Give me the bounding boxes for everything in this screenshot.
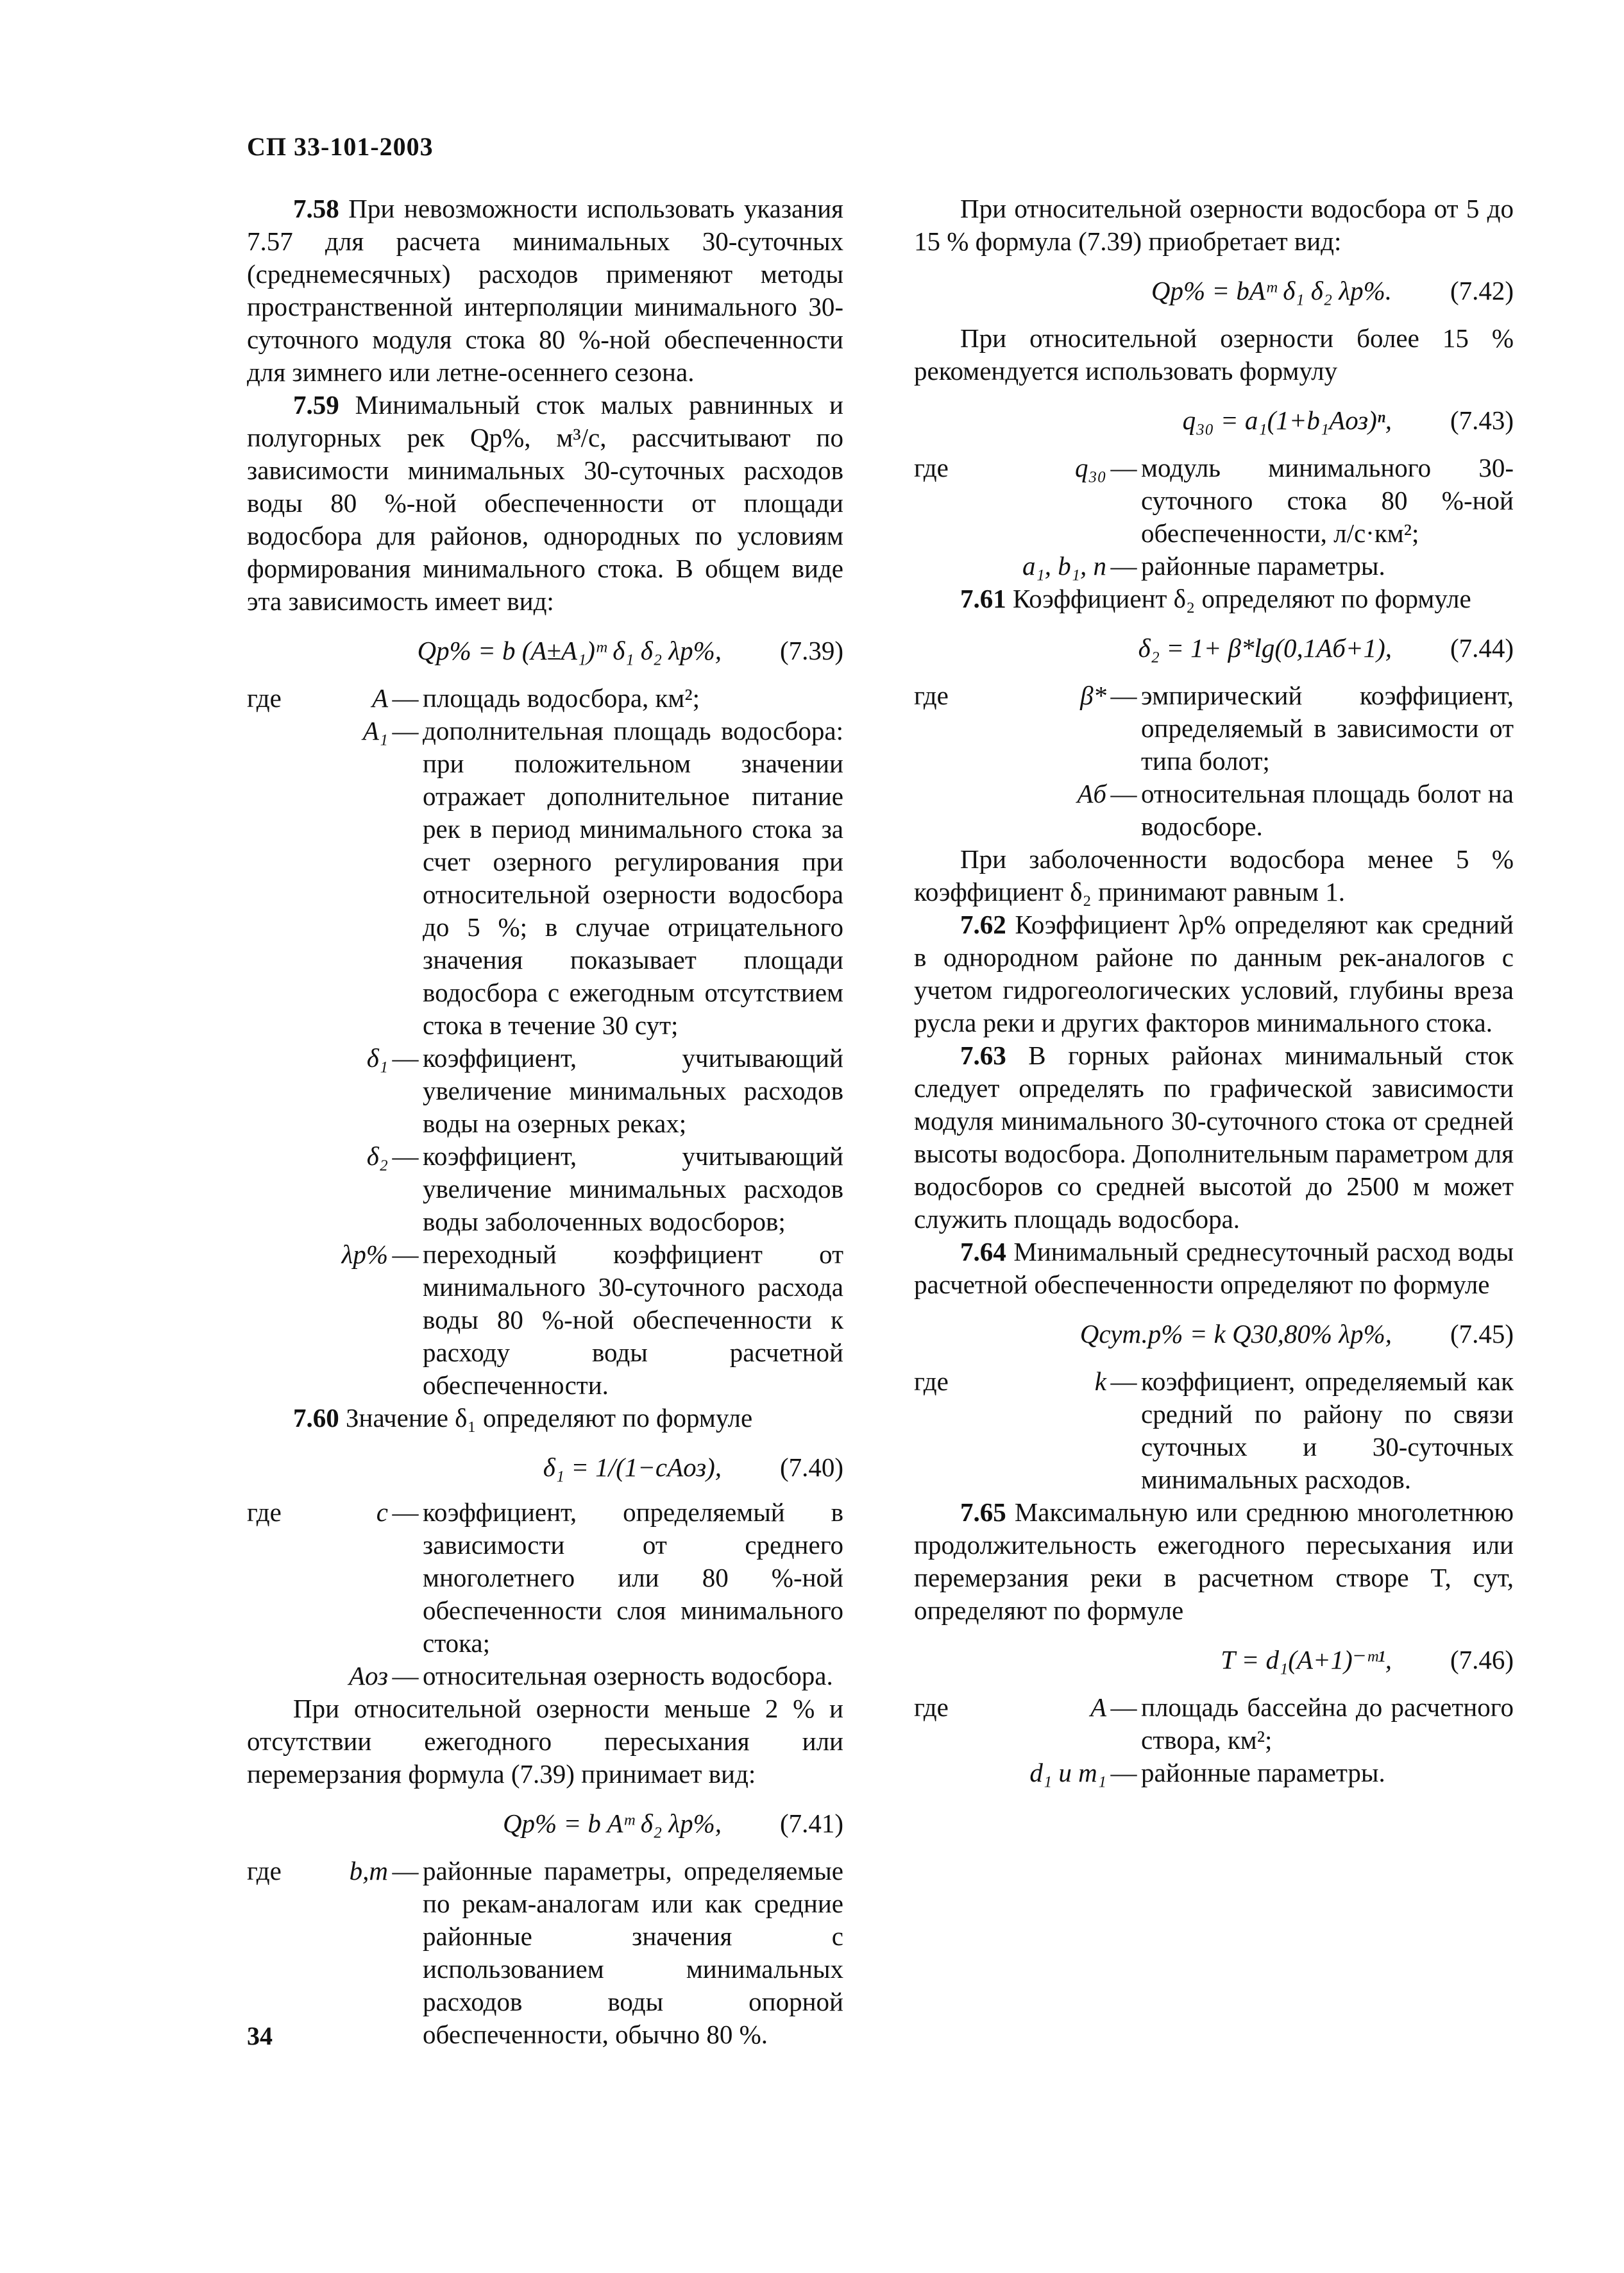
clause-text: Максимальную или среднюю многолетнюю продолжительность ежегодного пересыхания или перемерзания реки в расчетном створе T, сут, определяют по формуле — [914, 1497, 1514, 1625]
right-column — [914, 192, 1514, 1789]
symbol: A — [1090, 1692, 1106, 1722]
symbol: a₁, b₁, n — [1022, 551, 1106, 581]
page-number: 34 — [247, 2022, 273, 2050]
where-label: где — [914, 681, 949, 710]
formula-7-45 — [914, 1301, 1514, 1365]
formula-expression: T = d₁(A+1)⁻ᵐ¹, — [1221, 1645, 1392, 1674]
paragraph-7-63 — [914, 1039, 1514, 1236]
clause-number: 7.64 — [960, 1237, 1006, 1266]
definition-k: где k — коэффициент, определяемый как средний по району по связи суточных и 30-суточных минимальных расходов. — [914, 1365, 1514, 1496]
paragraph-7-64 — [914, 1236, 1514, 1301]
definition-a1-b1-n: a₁, b₁, n — районные параметры. — [914, 550, 1514, 583]
definition-q30: где q₃₀ — модуль минимального 30-суточного стока 80 %-ной обеспеченности, л/с·км²; — [914, 452, 1514, 550]
symbol: q₃₀ — [1074, 453, 1106, 482]
definition-A-basin: где A — площадь бассейна до расчетного створа, км²; — [914, 1691, 1514, 1757]
formula-expression: δ₂ = 1+ β*lg(0,1Aб+1), — [1138, 633, 1392, 663]
formula-7-39 — [247, 618, 843, 682]
definition-text: площадь водосбора, км²; — [423, 683, 700, 713]
definition-text: переходный коэффициент от минимального 30-суточного расхода воды 80 %-ной обеспеченности к расходу воды расчетной обеспеченности. — [423, 1239, 843, 1400]
symbol: Aоз — [349, 1661, 388, 1690]
symbol: c — [376, 1497, 388, 1527]
formula-7-42 — [914, 258, 1514, 322]
paragraph-7-60 — [247, 1402, 843, 1434]
running-header: СП 33-101-2003 — [247, 132, 434, 161]
formula-expression: Qсут.p% = k Q30,80% λp%, — [1079, 1319, 1392, 1349]
formula-7-41 — [247, 1791, 843, 1855]
where-label: где — [247, 1497, 282, 1527]
clause-number: 7.59 — [293, 390, 339, 420]
paragraph-swamp: При заболоченности водосбора менее 5 % коэффициент δ₂ принимают равным 1. — [914, 844, 1514, 907]
clause-text: В горных районах минимальный сток следует определять по графической зависимости модуля минимального 30-суточного стока от средней высоты водосбора. Дополнительным параметром для водосборов со средней высотой до 2500 м может служить площадь водосбора. — [914, 1041, 1514, 1234]
definition-A: где A — площадь водосбора, км²; — [247, 682, 843, 715]
formula-number: (7.42) — [1450, 276, 1514, 305]
definition-text: относительная озерность водосбора. — [423, 1661, 833, 1690]
formula-number: (7.41) — [779, 1809, 843, 1838]
definition-text: коэффициент, определяемый в зависимости от среднего многолетнего или 80 %-ной обеспеченности слоя минимального стока; — [423, 1497, 843, 1658]
definition-text: дополнительная площадь водосбора: при положительном значении отражает дополнительное питание рек в период минимального стока за счет озерного регулирования при относительной озерности водосбора до 5 %; в случае отрицательного значения показывает площади водосбора с ежегодным отсутствием стока в течение 30 сут; — [423, 716, 843, 1040]
paragraph-lake-5-15: При относительной озерности водосбора от 5 до 15 % формула (7.39) приобретает вид: — [914, 194, 1514, 256]
symbol: k — [1094, 1366, 1106, 1396]
formula-number: (7.45) — [1450, 1319, 1514, 1349]
clause-text: Коэффициент λp% определяют как средний в однородном районе по данным рек-аналогов с учетом гидрогеологических условий, глубины вреза русла реки и других факторов минимального стока. — [914, 910, 1514, 1037]
clause-text: Значение δ₁ определяют по формуле — [339, 1403, 753, 1433]
clause-number: 7.58 — [293, 194, 339, 223]
where-label: где — [247, 683, 282, 713]
where-label: где — [247, 1856, 282, 1886]
formula-expression: Qp% = b (A±A₁)ᵐ δ₁ δ₂ λp%, — [417, 636, 722, 665]
formula-expression: Qp% = b Aᵐ δ₂ λp%, — [502, 1809, 722, 1838]
symbol: λp% — [341, 1239, 388, 1269]
definition-text: площадь бассейна до расчетного створа, км²; — [1141, 1692, 1514, 1755]
symbol: d₁ и m₁ — [1029, 1758, 1106, 1787]
left-column — [247, 192, 843, 2051]
clause-text: Минимальный среднесуточный расход воды расчетной обеспеченности определяют по формуле — [914, 1237, 1514, 1299]
formula-number: (7.40) — [779, 1452, 843, 1482]
definition-text: районные параметры. — [1141, 1758, 1385, 1787]
formula-number: (7.39) — [779, 636, 843, 665]
symbol: b,m — [349, 1856, 388, 1886]
clause-text: Коэффициент δ₂ определяют по формуле — [1006, 584, 1471, 613]
definition-text: относительная площадь болот на водосборе. — [1141, 779, 1514, 841]
where-label: где — [914, 1366, 949, 1396]
paragraph-7-65 — [914, 1496, 1514, 1627]
formula-number: (7.46) — [1450, 1645, 1514, 1674]
formula-expression: Qp% = bAᵐ δ₁ δ₂ λp%. — [1151, 276, 1392, 305]
formula-7-46 — [914, 1627, 1514, 1691]
paragraph-lake-less-2: При относительной озерности меньше 2 % и отсутствии ежегодного пересыхания или перемерзания формула (7.39) принимает вид: — [247, 1694, 843, 1789]
paragraph-7-61 — [914, 583, 1514, 615]
where-label: где — [914, 1692, 949, 1722]
formula-number: (7.44) — [1450, 633, 1514, 663]
definition-A1: A₁ — дополнительная площадь водосбора: при положительном значении отражает дополнительное питание рек в период минимального стока за счет озерного регулирования при относительной озерности водосбора до 5 %; в случае отрицательного значения показывает площади водосбора с ежегодным отсутствием стока в течение 30 сут; — [247, 715, 843, 1042]
formula-7-43 — [914, 387, 1514, 452]
symbol: δ₁ — [366, 1043, 388, 1073]
definition-b-m: где b,m — районные параметры, определяемые по рекам-аналогам или как средние районные значения с использованием минимальных расходов воды опорной обеспеченности, обычно 80 %. — [247, 1855, 843, 2051]
formula-7-44 — [914, 615, 1514, 679]
paragraph-7-58 — [247, 192, 843, 389]
paragraph-7-62 — [914, 908, 1514, 1039]
definition-c: где c — коэффициент, определяемый в зависимости от среднего многолетнего или 80 %-ной обеспеченности слоя минимального стока; — [247, 1496, 843, 1660]
clause-text: Минимальный сток малых равнинных и полугорных рек Qp%, м³/с, рассчитывают по зависимости минимальных 30-суточных расходов воды 80 %-ной обеспеченности от площади водосбора для районов, однородных по условиям формирования минимального стока. В общем виде эта зависимость имеет вид: — [247, 390, 843, 616]
definition-text: районные параметры. — [1141, 551, 1385, 581]
definition-text: районные параметры, определяемые по рекам-аналогам или как средние районные значения с использованием минимальных расходов воды опорной обеспеченности, обычно 80 %. — [423, 1856, 843, 2049]
definition-d1-m1: d₁ и m₁ — районные параметры. — [914, 1757, 1514, 1789]
paragraph-7-59 — [247, 389, 843, 618]
symbol: Aб — [1077, 779, 1106, 808]
where-label: где — [914, 453, 949, 482]
clause-number: 7.65 — [960, 1497, 1006, 1527]
clause-text: При невозможности использовать указания 7.57 для расчета минимальных 30-суточных (среднемесячных) расходов применяют методы пространственной интерполяции минимального 30-суточного модуля стока 80 %-ной обеспеченности для зимнего или летне-осеннего сезона. — [247, 194, 843, 387]
clause-number: 7.62 — [960, 910, 1006, 939]
definition-Aoz: Aоз — относительная озерность водосбора. — [247, 1660, 843, 1692]
clause-number: 7.61 — [960, 584, 1006, 613]
definition-text: эмпирический коэффициент, определяемый в зависимости от типа болот; — [1141, 681, 1514, 776]
definition-delta1: δ₁ — коэффициент, учитывающий увеличение минимальных расходов воды на озерных реках; — [247, 1042, 843, 1140]
definition-text: коэффициент, учитывающий увеличение минимальных расходов воды на озерных реках; — [423, 1043, 843, 1138]
definition-text: коэффициент, учитывающий увеличение минимальных расходов воды заболоченных водосборов; — [423, 1141, 843, 1236]
definition-Ab: Aб — относительная площадь болот на водосборе. — [914, 778, 1514, 843]
definition-delta2: δ₂ — коэффициент, учитывающий увеличение минимальных расходов воды заболоченных водосборов; — [247, 1140, 843, 1238]
formula-expression: q₃₀ = a₁(1+b₁Aоз)ⁿ, — [1182, 405, 1392, 435]
symbol: A — [371, 683, 388, 713]
symbol: A₁ — [362, 716, 388, 745]
formula-7-40 — [247, 1434, 843, 1496]
symbol: δ₂ — [366, 1141, 388, 1171]
definition-text: модуль минимального 30-суточного стока 80 %-ной обеспеченности, л/с·км²; — [1141, 453, 1514, 548]
formula-expression: δ₁ = 1/(1−cAоз), — [543, 1452, 722, 1482]
formula-number: (7.43) — [1450, 405, 1514, 435]
definition-beta: где β* — эмпирический коэффициент, определяемый в зависимости от типа болот; — [914, 679, 1514, 778]
clause-number: 7.60 — [293, 1403, 339, 1433]
clause-number: 7.63 — [960, 1041, 1006, 1070]
paragraph-lake-more-15: При относительной озерности более 15 % рекомендуется использовать формулу — [914, 323, 1514, 386]
symbol: β* — [1080, 681, 1106, 710]
definition-lambda: λp% — переходный коэффициент от минимального 30-суточного расхода воды 80 %-ной обеспеченности к расходу воды расчетной обеспеченности. — [247, 1238, 843, 1402]
definition-text: коэффициент, определяемый как средний по району по связи суточных и 30-суточных минимальных расходов. — [1141, 1366, 1514, 1494]
